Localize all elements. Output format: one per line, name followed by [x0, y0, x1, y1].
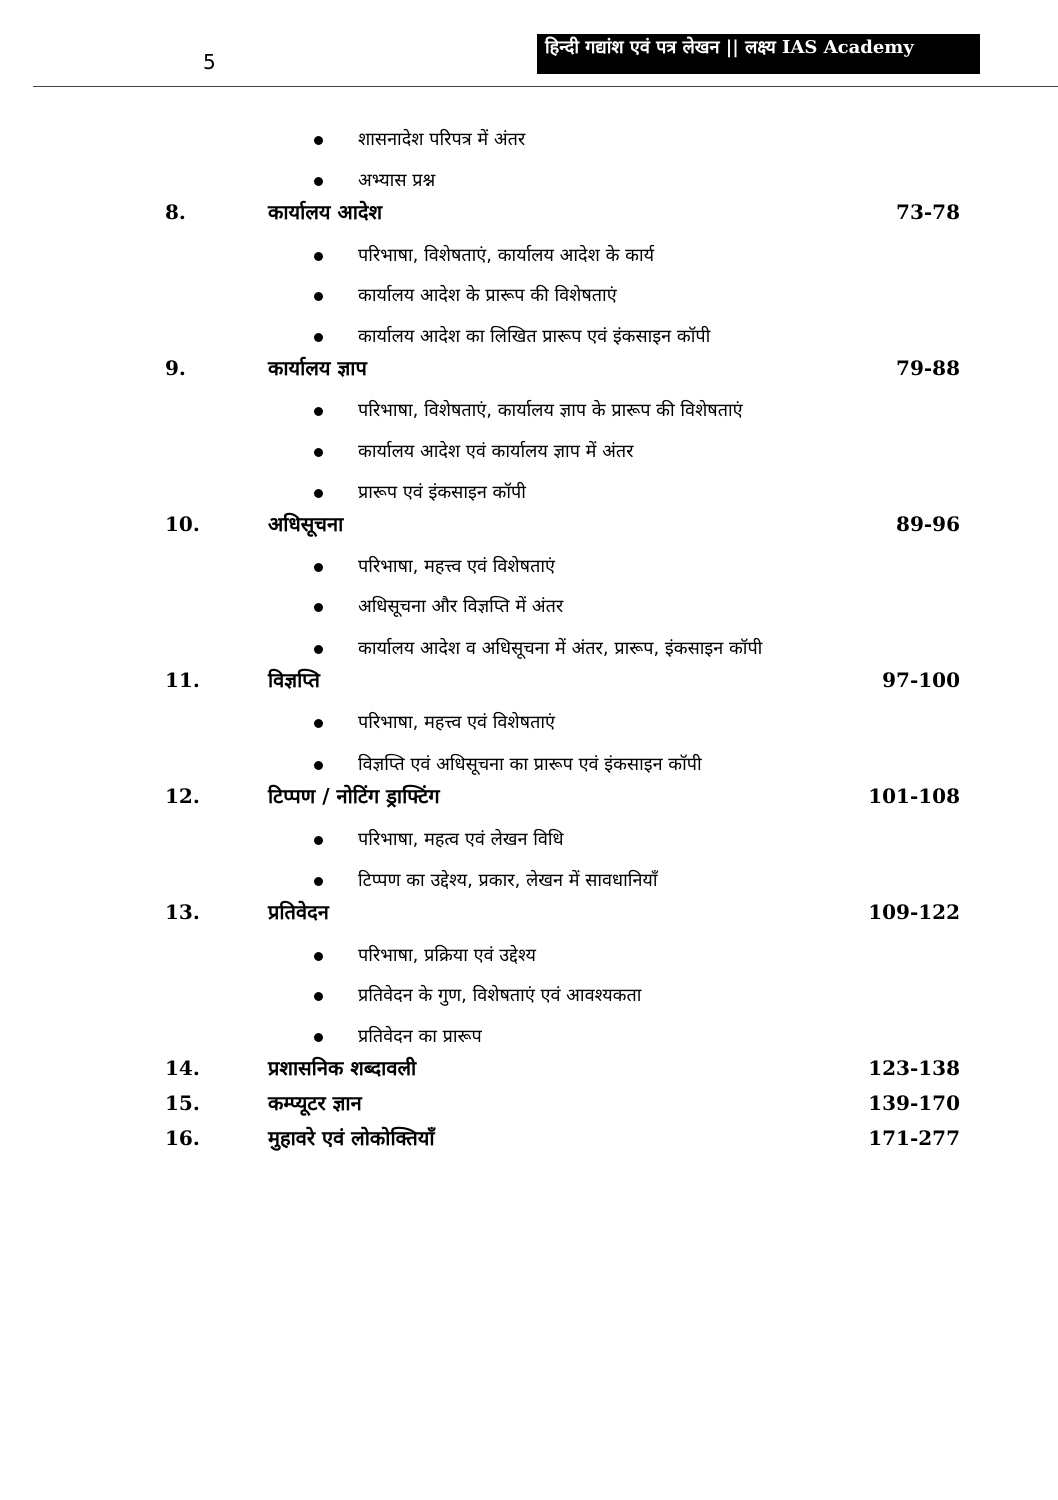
- toc-bullet-text: परिभाषा, विशेषताएं, कार्यालय ज्ञाप के प्रारूप की विशेषताएं: [358, 400, 743, 421]
- toc-entry-title: कार्यालय ज्ञाप: [268, 356, 367, 380]
- toc-bullet: [0, 243, 1058, 273]
- toc-entry-title: टिप्पण / नोटिंग ड्राफ्टिंग: [268, 784, 440, 808]
- toc-entry-pages: 89-96: [896, 512, 960, 536]
- toc-bullet-text: टिप्पण का उद्देश्य, प्रकार, लेखन में सावधानियाँ: [358, 870, 658, 891]
- bullet-icon: [314, 761, 323, 770]
- toc-bullet: [0, 1024, 1058, 1054]
- toc-bullet: [0, 283, 1058, 313]
- toc-bullet: [0, 127, 1058, 157]
- toc-bullet-text: कार्यालय आदेश एवं कार्यालय ज्ञाप में अंतर: [358, 441, 634, 462]
- bullet-icon: [314, 333, 323, 342]
- toc-bullet: [0, 710, 1058, 740]
- toc-entry-number: 11.: [165, 668, 200, 692]
- toc-entry-number: 9.: [165, 356, 186, 380]
- toc-bullet-text: परिभाषा, महत्व एवं लेखन विधि: [358, 829, 564, 850]
- toc-entry-title: विज्ञप्ति: [268, 668, 320, 692]
- toc-bullet-text: प्रतिवेदन के गुण, विशेषताएं एवं आवश्यकता: [358, 985, 642, 1006]
- toc-entry-number: 14.: [165, 1056, 200, 1080]
- toc-bullet: [0, 480, 1058, 510]
- toc-bullet-text: परिभाषा, महत्त्व एवं विशेषताएं: [358, 712, 555, 733]
- bullet-icon: [314, 952, 323, 961]
- toc-bullet: [0, 868, 1058, 898]
- toc-entry-pages: 101-108: [868, 784, 960, 808]
- toc-bullet-text: अभ्यास प्रश्न: [358, 170, 436, 191]
- toc-entry-title: कम्प्यूटर ज्ञान: [268, 1091, 362, 1115]
- bullet-icon: [314, 603, 323, 612]
- bullet-icon: [314, 992, 323, 1001]
- toc-bullet: [0, 398, 1058, 428]
- toc-bullet-text: कार्यालय आदेश का लिखित प्रारूप एवं इंकसाइन कॉपी: [358, 326, 711, 347]
- toc-entry-title: प्रतिवेदन: [268, 900, 329, 924]
- toc-entry-number: 8.: [165, 200, 186, 224]
- toc-entry-number: 13.: [165, 900, 200, 924]
- toc-bullet-text: प्रतिवेदन का प्रारूप: [358, 1026, 482, 1047]
- bullet-icon: [314, 836, 323, 845]
- bullet-icon: [314, 177, 323, 186]
- bullet-icon: [314, 563, 323, 572]
- toc-bullet: [0, 636, 1058, 666]
- toc-bullet: [0, 324, 1058, 354]
- toc-bullet-text: अधिसूचना और विज्ञप्ति में अंतर: [358, 596, 564, 617]
- bullet-icon: [314, 407, 323, 416]
- toc-bullet: [0, 439, 1058, 469]
- bullet-icon: [314, 719, 323, 728]
- header-banner: हिन्दी गद्यांश एवं पत्र लेखन || लक्ष्य IAS Academy: [537, 34, 980, 74]
- toc-bullet-text: कार्यालय आदेश व अधिसूचना में अंतर, प्रारूप, इंकसाइन कॉपी: [358, 638, 763, 659]
- toc-entry-title: मुहावरे एवं लोकोक्तियाँ: [268, 1126, 435, 1150]
- toc-bullet-text: परिभाषा, प्रक्रिया एवं उद्देश्य: [358, 945, 536, 966]
- toc-entry-pages: 171-277: [868, 1126, 960, 1150]
- toc-bullet-text: शासनादेश परिपत्र में अंतर: [358, 129, 526, 150]
- toc-bullet: [0, 168, 1058, 198]
- toc-entry-number: 10.: [165, 512, 200, 536]
- toc-entry-pages: 79-88: [896, 356, 960, 380]
- page-number: 5: [203, 50, 216, 74]
- bullet-icon: [314, 292, 323, 301]
- toc-bullet: [0, 554, 1058, 584]
- toc-bullet-text: विज्ञप्ति एवं अधिसूचना का प्रारूप एवं इंकसाइन कॉपी: [358, 754, 702, 775]
- bullet-icon: [314, 448, 323, 457]
- bullet-icon: [314, 877, 323, 886]
- toc-entry-title: अधिसूचना: [268, 512, 344, 536]
- toc-bullet-text: प्रारूप एवं इंकसाइन कॉपी: [358, 482, 526, 503]
- toc-entry-pages: 109-122: [868, 900, 960, 924]
- bullet-icon: [314, 136, 323, 145]
- toc-entry-number: 15.: [165, 1091, 200, 1115]
- toc-entry-pages: 123-138: [868, 1056, 960, 1080]
- toc-bullet: [0, 983, 1058, 1013]
- toc-entry-number: 16.: [165, 1126, 200, 1150]
- toc-bullet: [0, 827, 1058, 857]
- bullet-icon: [314, 252, 323, 261]
- toc-entry-number: 12.: [165, 784, 200, 808]
- toc-bullet: [0, 594, 1058, 624]
- toc-bullet: [0, 752, 1058, 782]
- toc-bullet-text: कार्यालय आदेश के प्रारूप की विशेषताएं: [358, 285, 617, 306]
- toc-entry-pages: 97-100: [882, 668, 960, 692]
- header-divider: [33, 86, 1058, 87]
- bullet-icon: [314, 1033, 323, 1042]
- bullet-icon: [314, 645, 323, 654]
- toc-bullet-text: परिभाषा, विशेषताएं, कार्यालय आदेश के कार्य: [358, 245, 655, 266]
- toc-entry-title: कार्यालय आदेश: [268, 200, 383, 224]
- toc-bullet: [0, 943, 1058, 973]
- bullet-icon: [314, 489, 323, 498]
- toc-entry-pages: 73-78: [896, 200, 960, 224]
- toc-entry-title: प्रशासनिक शब्दावली: [268, 1056, 417, 1080]
- toc-entry-pages: 139-170: [868, 1091, 960, 1115]
- toc-bullet-text: परिभाषा, महत्त्व एवं विशेषताएं: [358, 556, 555, 577]
